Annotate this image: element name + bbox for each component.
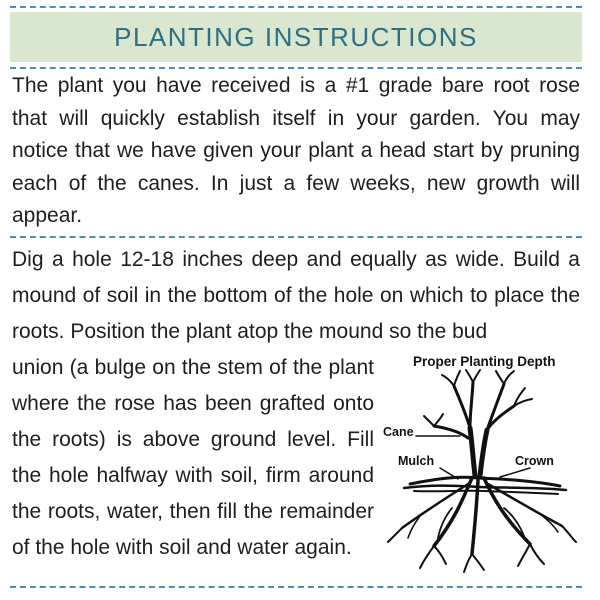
- page-title: PLANTING INSTRUCTIONS: [114, 21, 478, 52]
- intro-paragraph: The plant you have received is a #1 grade bare root rose that will quickly establish itself in your garden. You may notice that we have given your plant a head start by pruning each of the canes. In just a few weeks, new growth will appear.: [12, 74, 580, 227]
- crown-label: Crown: [515, 454, 554, 468]
- mulch-label: Mulch: [398, 454, 435, 468]
- section-header: [10, 12, 582, 62]
- bottom-divider: [10, 586, 582, 588]
- top-divider: [10, 6, 582, 8]
- cane-label: Cane: [383, 425, 414, 439]
- figure-title: Proper Planting Depth: [413, 354, 556, 369]
- union-paragraph: union (a bulge on the stem of the plant where the rose has been grafted onto the roots) is above ground level. Fill the hole halfway with soil, firm around the roots, water, then fill the remainder of the hole with soil and water again.: [12, 356, 374, 559]
- middle-divider: [10, 236, 582, 238]
- header-divider: [10, 67, 582, 69]
- dig-paragraph: Dig a hole 12-18 inches deep and equally as wide. Build a mound of soil in the bottom of the hole on which to place the roots. Position the plant atop the mound so the bud: [12, 248, 580, 343]
- planting-depth-figure: [380, 348, 582, 578]
